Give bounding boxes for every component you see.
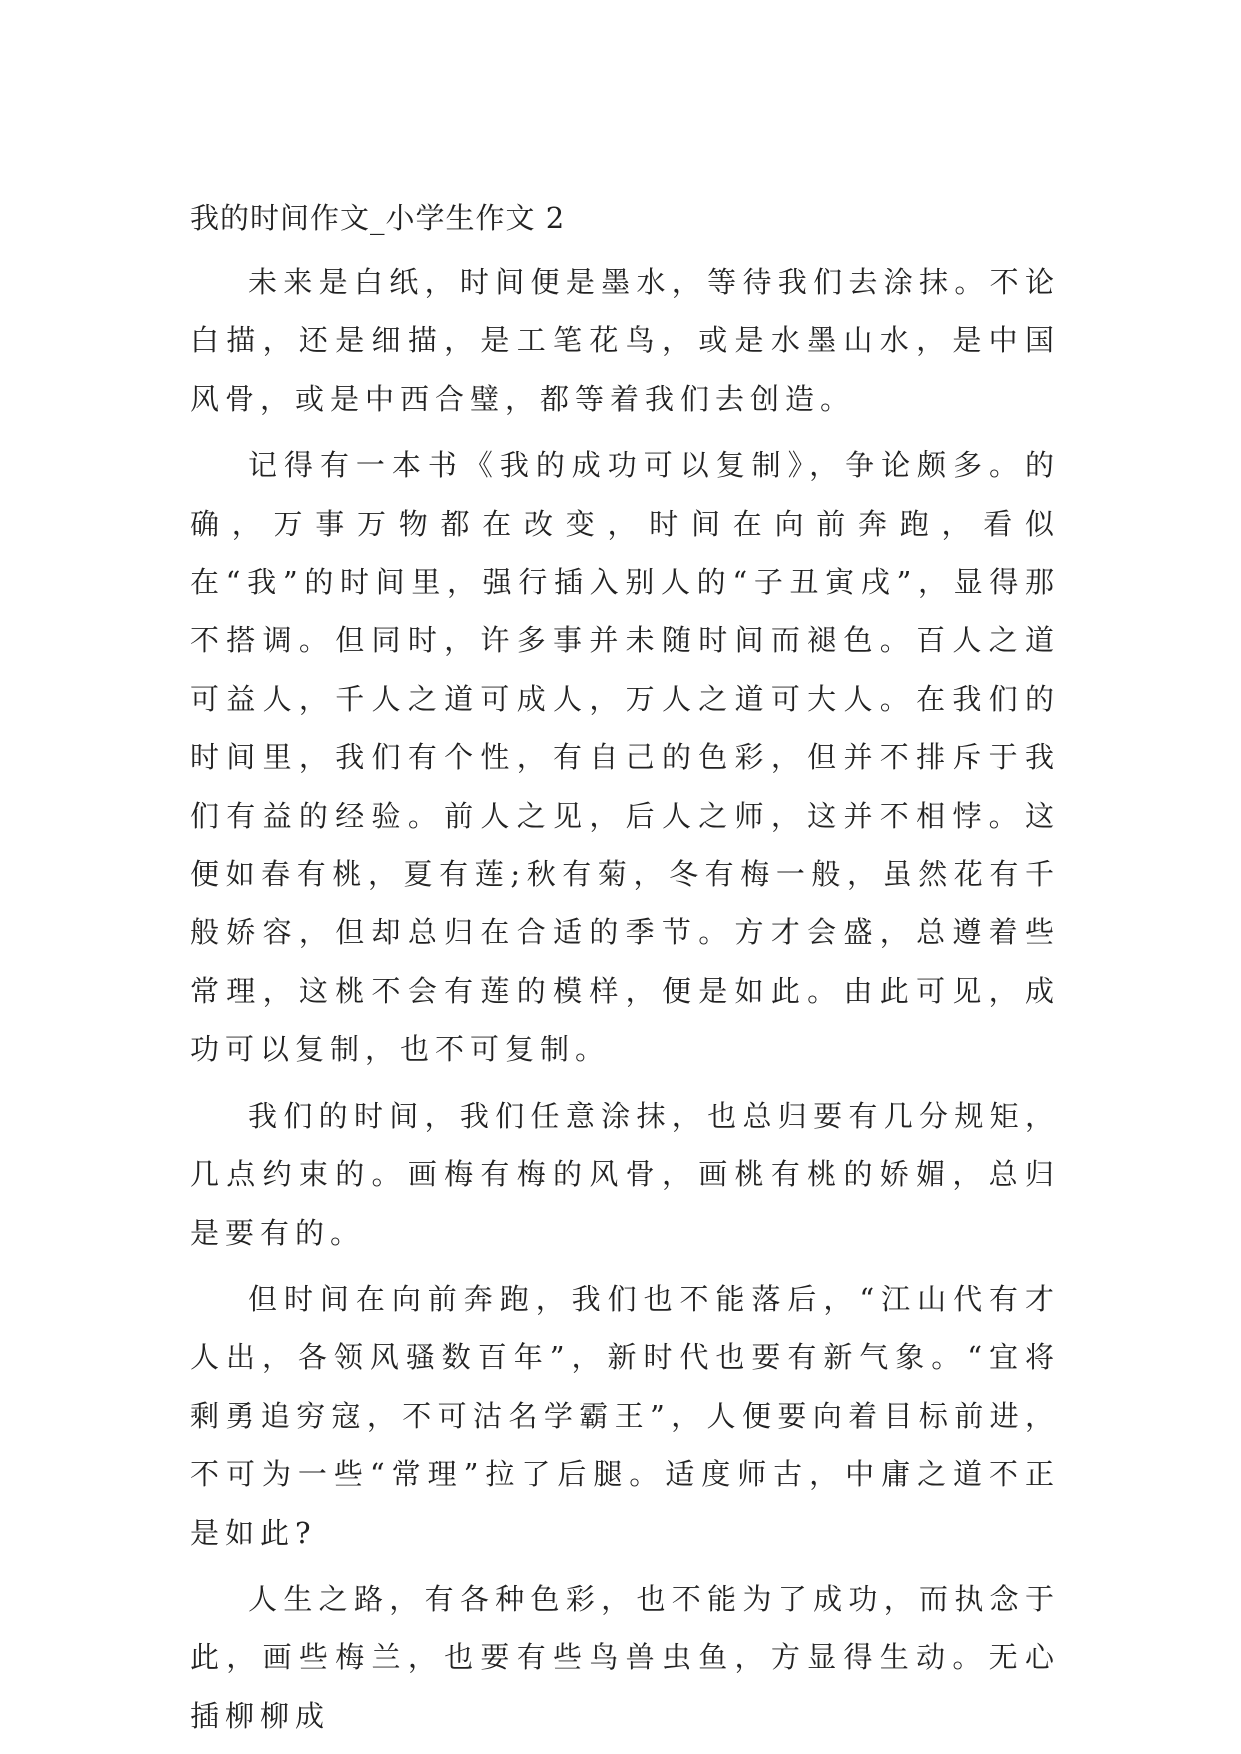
document-title: 我的时间作文_小学生作文 2 — [190, 201, 566, 235]
paragraph-5: 人生之路，有各种色彩，也不能为了成功，而执念于此，画些梅兰，也要有些鸟兽虫鱼，方显得生动。无心插柳柳成 — [190, 1581, 1060, 1733]
paragraph-2: 记得有一本书《我的成功可以复制》，争论颇多。的确，万事万物都在改变，时间在向前奔跑，看似在“我”的时间里，强行插入别人的“子丑寅戌”，显得那不搭调。但同时，许多事并未随时间而褪色。百人之道可益人，千人之道可成人，万人之道可大人。在我们的时间里，我们有个性，有自己的色彩，但并不排斥于我们有益的经验。前人之见，后人之师，这并不相悖。这便如春有桃，夏有莲;秋有菊，冬有梅一般，虽然花有千般娇容，但却总归在合适的季节。方才会盛，总遵着些常理，这桃不会有莲的模样，便是如此。由此可见，成功可以复制，也不可复制。 — [190, 448, 1060, 1067]
paragraph-1: 未来是白纸，时间便是墨水，等待我们去涂抹。不论白描，还是细描，是工笔花鸟，或是水墨山水，是中国风骨，或是中西合璧，都等着我们去创造。 — [190, 265, 1060, 416]
paragraph-3: 我们的时间，我们任意涂抹，也总归要有几分规矩，几点约束的。画梅有梅的风骨，画桃有桃的娇媚，总归是要有的。 — [190, 1098, 1060, 1250]
document-body — [190, 189, 1060, 1753]
paragraph-4: 但时间在向前奔跑，我们也不能落后，“江山代有才人出，各领风骚数百年”，新时代也要有新气象。“宜将剩勇追穷寇，不可沽名学霸王”，人便要向着目标前进，不可为一些“常理”拉了后腿。适度师古，中庸之道不正是如此? — [190, 1281, 1060, 1550]
